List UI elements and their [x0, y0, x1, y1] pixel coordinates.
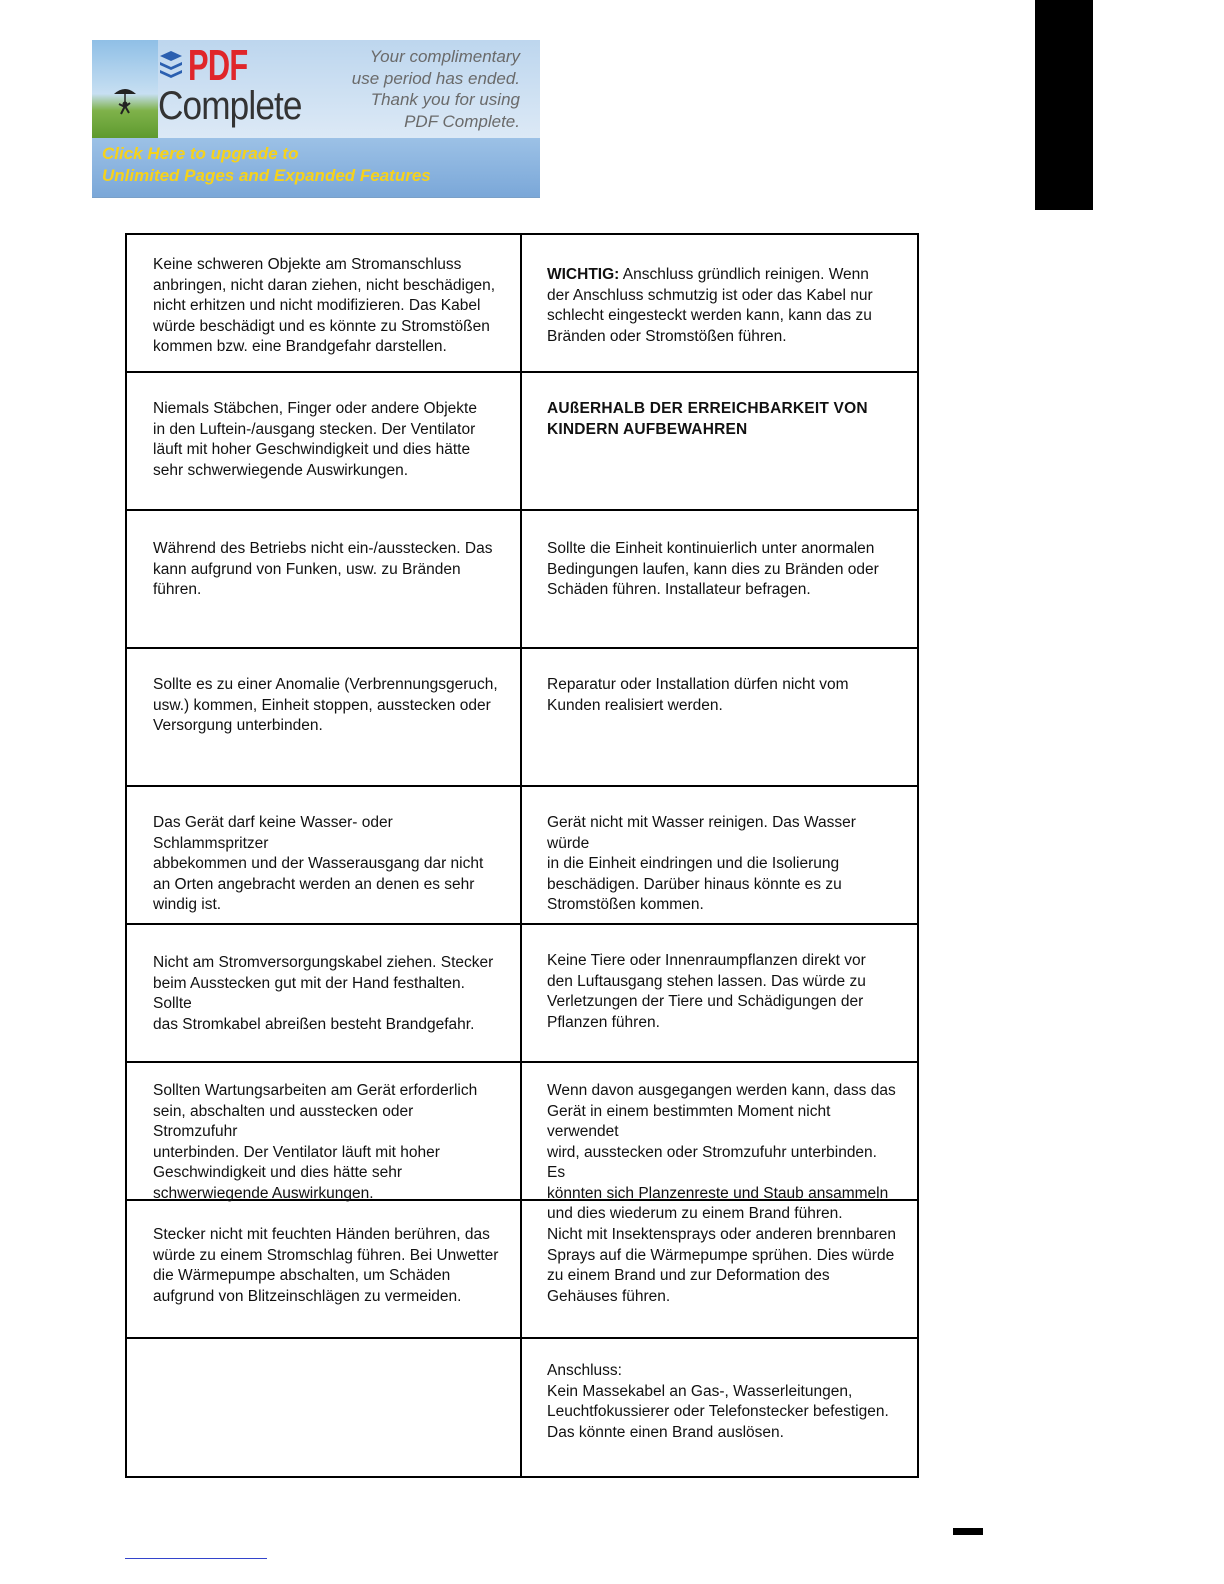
table-cell [127, 235, 522, 371]
side-tab-marker [1035, 0, 1093, 210]
table-cell [522, 1339, 917, 1476]
banner-message: Your complimentary use period has ended. Thank you for using PDF Complete. [351, 47, 520, 131]
cell-text: Nicht am Stromversorgungskabel ziehen. Stecker beim Ausstecken gut mit der Hand festhalten. Sollte das Stromkabel abreißen besteht Brandgefahr. [153, 954, 494, 1033]
table-cell [127, 1339, 522, 1476]
pdf-complete-banner[interactable] [92, 40, 540, 198]
table-cell [522, 511, 917, 647]
footer-link-line [125, 1558, 267, 1559]
banner-logo-complete: Complete [158, 84, 302, 128]
cell-text: Sollte es zu einer Anomalie (Verbrennungsgeruch, usw.) kommen, Einheit stoppen, ausstecken oder Versorgung unterbinden. [153, 676, 498, 734]
cell-text: Niemals Stäbchen, Finger oder andere Objekte in den Luftein-/ausgang stecken. Der Ventilator läuft mit hoher Geschwindigkeit und dies hätte sehr schwerwiegende Auswirkungen. [153, 400, 477, 479]
banner-cta-area[interactable] [92, 138, 540, 198]
table-cell [127, 1063, 522, 1202]
banner-photo [92, 40, 158, 138]
safety-table [125, 233, 919, 1478]
table-cell [522, 1201, 917, 1337]
cell-text: Keine Tiere oder Innenraumpflanzen direkt vor den Luftausgang stehen lassen. Das würde zu Verletzungen der Tiere und Schädigungen der Pflanzen führen. [547, 952, 866, 1031]
table-row [127, 1063, 917, 1222]
stacked-layers-icon [156, 50, 186, 86]
table-row [127, 1339, 917, 1476]
table-cell [127, 649, 522, 785]
cell-text: Das Gerät darf keine Wasser- oder Schlammspritzer abbekommen und der Wasserausgang dar nicht an Orten angebracht werden an denen es sehr windig ist. [153, 814, 484, 913]
table-row [127, 925, 917, 1063]
cell-text: Reparatur oder Installation dürfen nicht vom Kunden realisiert werden. [547, 676, 849, 714]
cell-text: Anschluss gründlich reinigen. Wenn der Anschluss schmutzig ist oder das Kabel nur schlecht eingesteckt werden kann, kann das zu Bränden oder Stromstößen führen. [547, 266, 873, 345]
table-cell [127, 511, 522, 647]
cell-text: Gerät nicht mit Wasser reinigen. Das Wasser würde in die Einheit eindringen und die Isolierung beschädigen. Darüber hinaus könnte es zu Stromstößen kommen. [547, 814, 856, 913]
cell-text: Stecker nicht mit feuchten Händen berühren, das würde zu einem Stromschlag führen. Bei Unwetter die Wärmepumpe abschalten, um Schäden aufgrund von Blitzeinschlägen zu vermeiden. [153, 1226, 499, 1305]
cell-text: Anschluss: Kein Massekabel an Gas-, Wasserleitungen, Leuchtfokussierer oder Telefonstecker befestigen. Das könnte einen Brand auslösen. [547, 1362, 889, 1441]
banner-logo-pdf: PDF [188, 41, 248, 90]
table-cell [127, 787, 522, 923]
table-cell [127, 373, 522, 509]
table-cell [127, 925, 522, 1061]
cell-text: Nicht mit Insektensprays oder anderen brennbaren Sprays auf die Wärmepumpe sprühen. Dies würde zu einem Brand und zur Deformation des Gehäuses führen. [547, 1226, 896, 1305]
table-row [127, 373, 917, 511]
cell-text: Sollten Wartungsarbeiten am Gerät erforderlich sein, abschalten und ausstecken oder Stromzufuhr unterbinden. Der Ventilator läuft mit hoher Geschwindigkeit und dies hätte sehr schwerwiegende Auswirkungen. [153, 1082, 478, 1202]
table-cell [522, 649, 917, 785]
table-cell [522, 787, 917, 923]
cell-text: Keine schweren Objekte am Stromanschluss anbringen, nicht daran ziehen, nicht beschädigen, nicht erhitzen und nicht modifizieren. Das Kabel würde beschädigt und es könnte zu Stromstößen kommen bzw. eine Brandgefahr darstellen. [153, 256, 496, 355]
table-row [127, 1201, 917, 1339]
cell-lead: WICHTIG: [547, 266, 620, 283]
table-cell [522, 235, 917, 371]
table-row [127, 787, 917, 925]
table-cell [522, 1063, 917, 1222]
cell-heading: AUßERHALB DER ERREICHBARKEIT VON KINDERN AUFBEWAHREN [547, 400, 868, 438]
table-cell [127, 1201, 522, 1337]
table-row [127, 511, 917, 649]
upgrade-link[interactable]: Click Here to upgrade to Unlimited Pages and Expanded Features [102, 144, 431, 185]
table-cell [522, 373, 917, 509]
table-row [127, 235, 917, 373]
cell-text: Sollte die Einheit kontinuierlich unter anormalen Bedingungen laufen, kann dies zu Bränden oder Schäden führen. Installateur befragen. [547, 540, 879, 598]
cell-text: Wenn davon ausgegangen werden kann, dass das Gerät in einem bestimmten Moment nicht verwendet wird, ausstecken oder Stromzufuhr unterbinden. Es könnten sich Planzenreste und Staub ansammeln und dies wiederum zu einem Brand führen. [547, 1082, 896, 1222]
table-row [127, 649, 917, 787]
table-cell [522, 925, 917, 1061]
umbrella-figure-icon [112, 86, 138, 122]
cell-text: Während des Betriebs nicht ein-/ausstecken. Das kann aufgrund von Funken, usw. zu Bränden führen. [153, 540, 493, 598]
page-marker [953, 1528, 983, 1535]
